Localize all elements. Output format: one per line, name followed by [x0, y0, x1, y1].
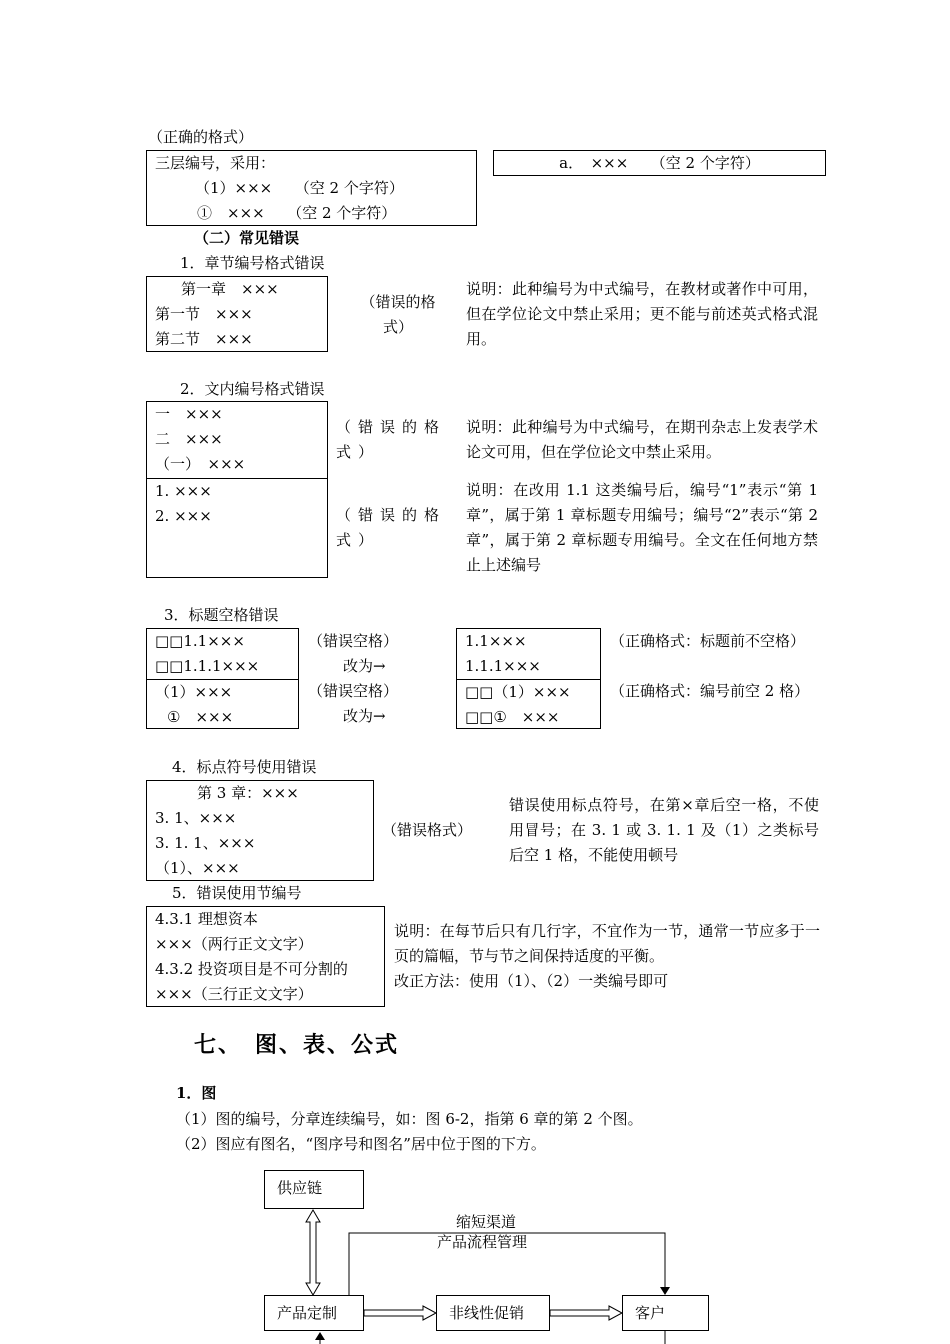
s3-line: 1.1×××	[465, 632, 527, 650]
section7-p2: （2）图应有图名，“图序号和图名”居中位于图的下方。	[176, 1135, 546, 1153]
top-flow-connector	[349, 1233, 665, 1295]
s3-line: □□1.1.1×××	[155, 657, 260, 675]
s5-line: ×××（两行正文文字）	[155, 935, 313, 953]
s1-tag: （错误的格式）	[360, 293, 436, 336]
s3-line: （1）×××	[155, 683, 233, 701]
customer-box: 客户	[622, 1295, 709, 1331]
section7-sub1: 1．图	[176, 1084, 217, 1102]
hollow-arrow-1	[364, 1306, 436, 1320]
s3-title: 3．标题空格错误	[164, 606, 279, 624]
s2-line: （一） ×××	[155, 455, 246, 473]
s3-line: □□1.1×××	[155, 632, 245, 650]
supply-chain-box: 供应链	[264, 1170, 364, 1209]
correct-format-line: 三层编号，采用：	[155, 154, 276, 172]
s2-line: 2. ×××	[155, 507, 212, 525]
correct-format-label: （正确的格式）	[148, 128, 254, 146]
s3-row2-tag: （错误空格）	[308, 682, 399, 700]
section7-p1: （1）图的编号，分章连续编号，如：图 6-2，指第 6 章的第 2 个图。	[176, 1110, 643, 1128]
s2-line: 一 ×××	[155, 405, 223, 423]
s4-line: 第 3 章：×××	[197, 784, 299, 802]
s2-title: 2．文内编号格式错误	[180, 380, 325, 398]
customization-box: 产品定制	[264, 1295, 364, 1331]
correct-format-line: （1）××× （空 2 个字符）	[195, 179, 404, 197]
hollow-arrow-2	[550, 1306, 622, 1320]
common-errors-title: （二）常见错误	[194, 229, 300, 247]
s4-title: 4．标点符号使用错误	[172, 758, 317, 776]
s1-line: 第一章 ×××	[181, 280, 279, 298]
s3-line: □□① ×××	[465, 708, 560, 726]
s4-line: （1）、×××	[155, 859, 240, 877]
top-flow-arrowhead	[660, 1287, 670, 1295]
s3-row1-arrow: 改为→	[343, 657, 386, 675]
bottom-arrowhead-left	[315, 1332, 325, 1340]
s5-note2: 改正方法：使用（1）、（2）一类编号即可	[394, 972, 669, 990]
s5-line: 4.3.1 理想资本	[155, 910, 258, 928]
shorten-channel-label: 缩短渠道	[456, 1213, 517, 1231]
flow-mgmt-label: 产品流程管理	[437, 1233, 528, 1251]
s1-note: 说明：此种编号为中式编号，在教材或著作中可用，但在学位论文中禁止采用；更不能与前述英式格式混用。	[466, 280, 818, 348]
s4-line: 3. 1、×××	[155, 809, 237, 827]
s5-line: 4.3.2 投资项目是不可分割的	[155, 960, 348, 978]
s3-row1-note: （正确格式：标题前不空格）	[610, 632, 806, 650]
s2-note2: 说明：在改用 1.1 这类编号后，编号“1”表示“第 1 章”，属于第 1 章标题专用编号；编号“2”表示“第 2 章”，属于第 2 章标题专用编号。全文在任何地方禁止上述编号	[466, 481, 818, 574]
s5-title: 5．错误使用节编号	[172, 884, 302, 902]
s3-line: 1.1.1×××	[465, 657, 541, 675]
s4-note: 错误使用标点符号，在第×章后空一格，不使用冒号；在 3. 1 或 3. 1. 1 及（1）之类标号后空 1 格，不能使用顿号	[509, 796, 819, 864]
section7-title: 七、 图、表、公式	[194, 1033, 400, 1058]
s3-line: □□（1）×××	[465, 683, 571, 701]
s5-note: 说明：在每节后只有几行字，不宜作为一节，通常一节应多于一页的篇幅，节与节之间保持适度的平衡。	[394, 922, 820, 965]
s4-tag: （错误格式）	[382, 821, 473, 839]
s3-row2-arrow: 改为→	[343, 707, 386, 725]
s1-line: 第二节 ×××	[155, 330, 253, 348]
correct-format-line: ① ××× （空 2 个字符）	[197, 204, 397, 222]
s3-row1-tag: （错误空格）	[308, 632, 399, 650]
s1-title: 1．章节编号格式错误	[180, 254, 325, 272]
vertical-double-arrow	[306, 1210, 320, 1295]
s3-line: ① ×××	[167, 708, 234, 726]
s4-line: 3. 1. 1、×××	[155, 834, 256, 852]
s5-line: ×××（三行正文文字）	[155, 985, 313, 1003]
s2-tag1: （错误的格式）	[336, 418, 447, 461]
s2-line: 1. ×××	[155, 482, 212, 500]
nonlinear-promo-box: 非线性促销	[436, 1295, 550, 1331]
s2-tag2: （错误的格式）	[336, 506, 447, 549]
s2-line: 二 ×××	[155, 430, 223, 448]
correct-format-right-box: a． ××× （空 2 个字符）	[493, 150, 826, 176]
s2-note1: 说明：此种编号为中式编号，在期刊杂志上发表学术论文可用，但在学位论文中禁止采用。	[466, 418, 818, 461]
s3-row2-note: （正确格式：编号前空 2 格）	[610, 682, 810, 700]
s1-line: 第一节 ×××	[155, 305, 253, 323]
